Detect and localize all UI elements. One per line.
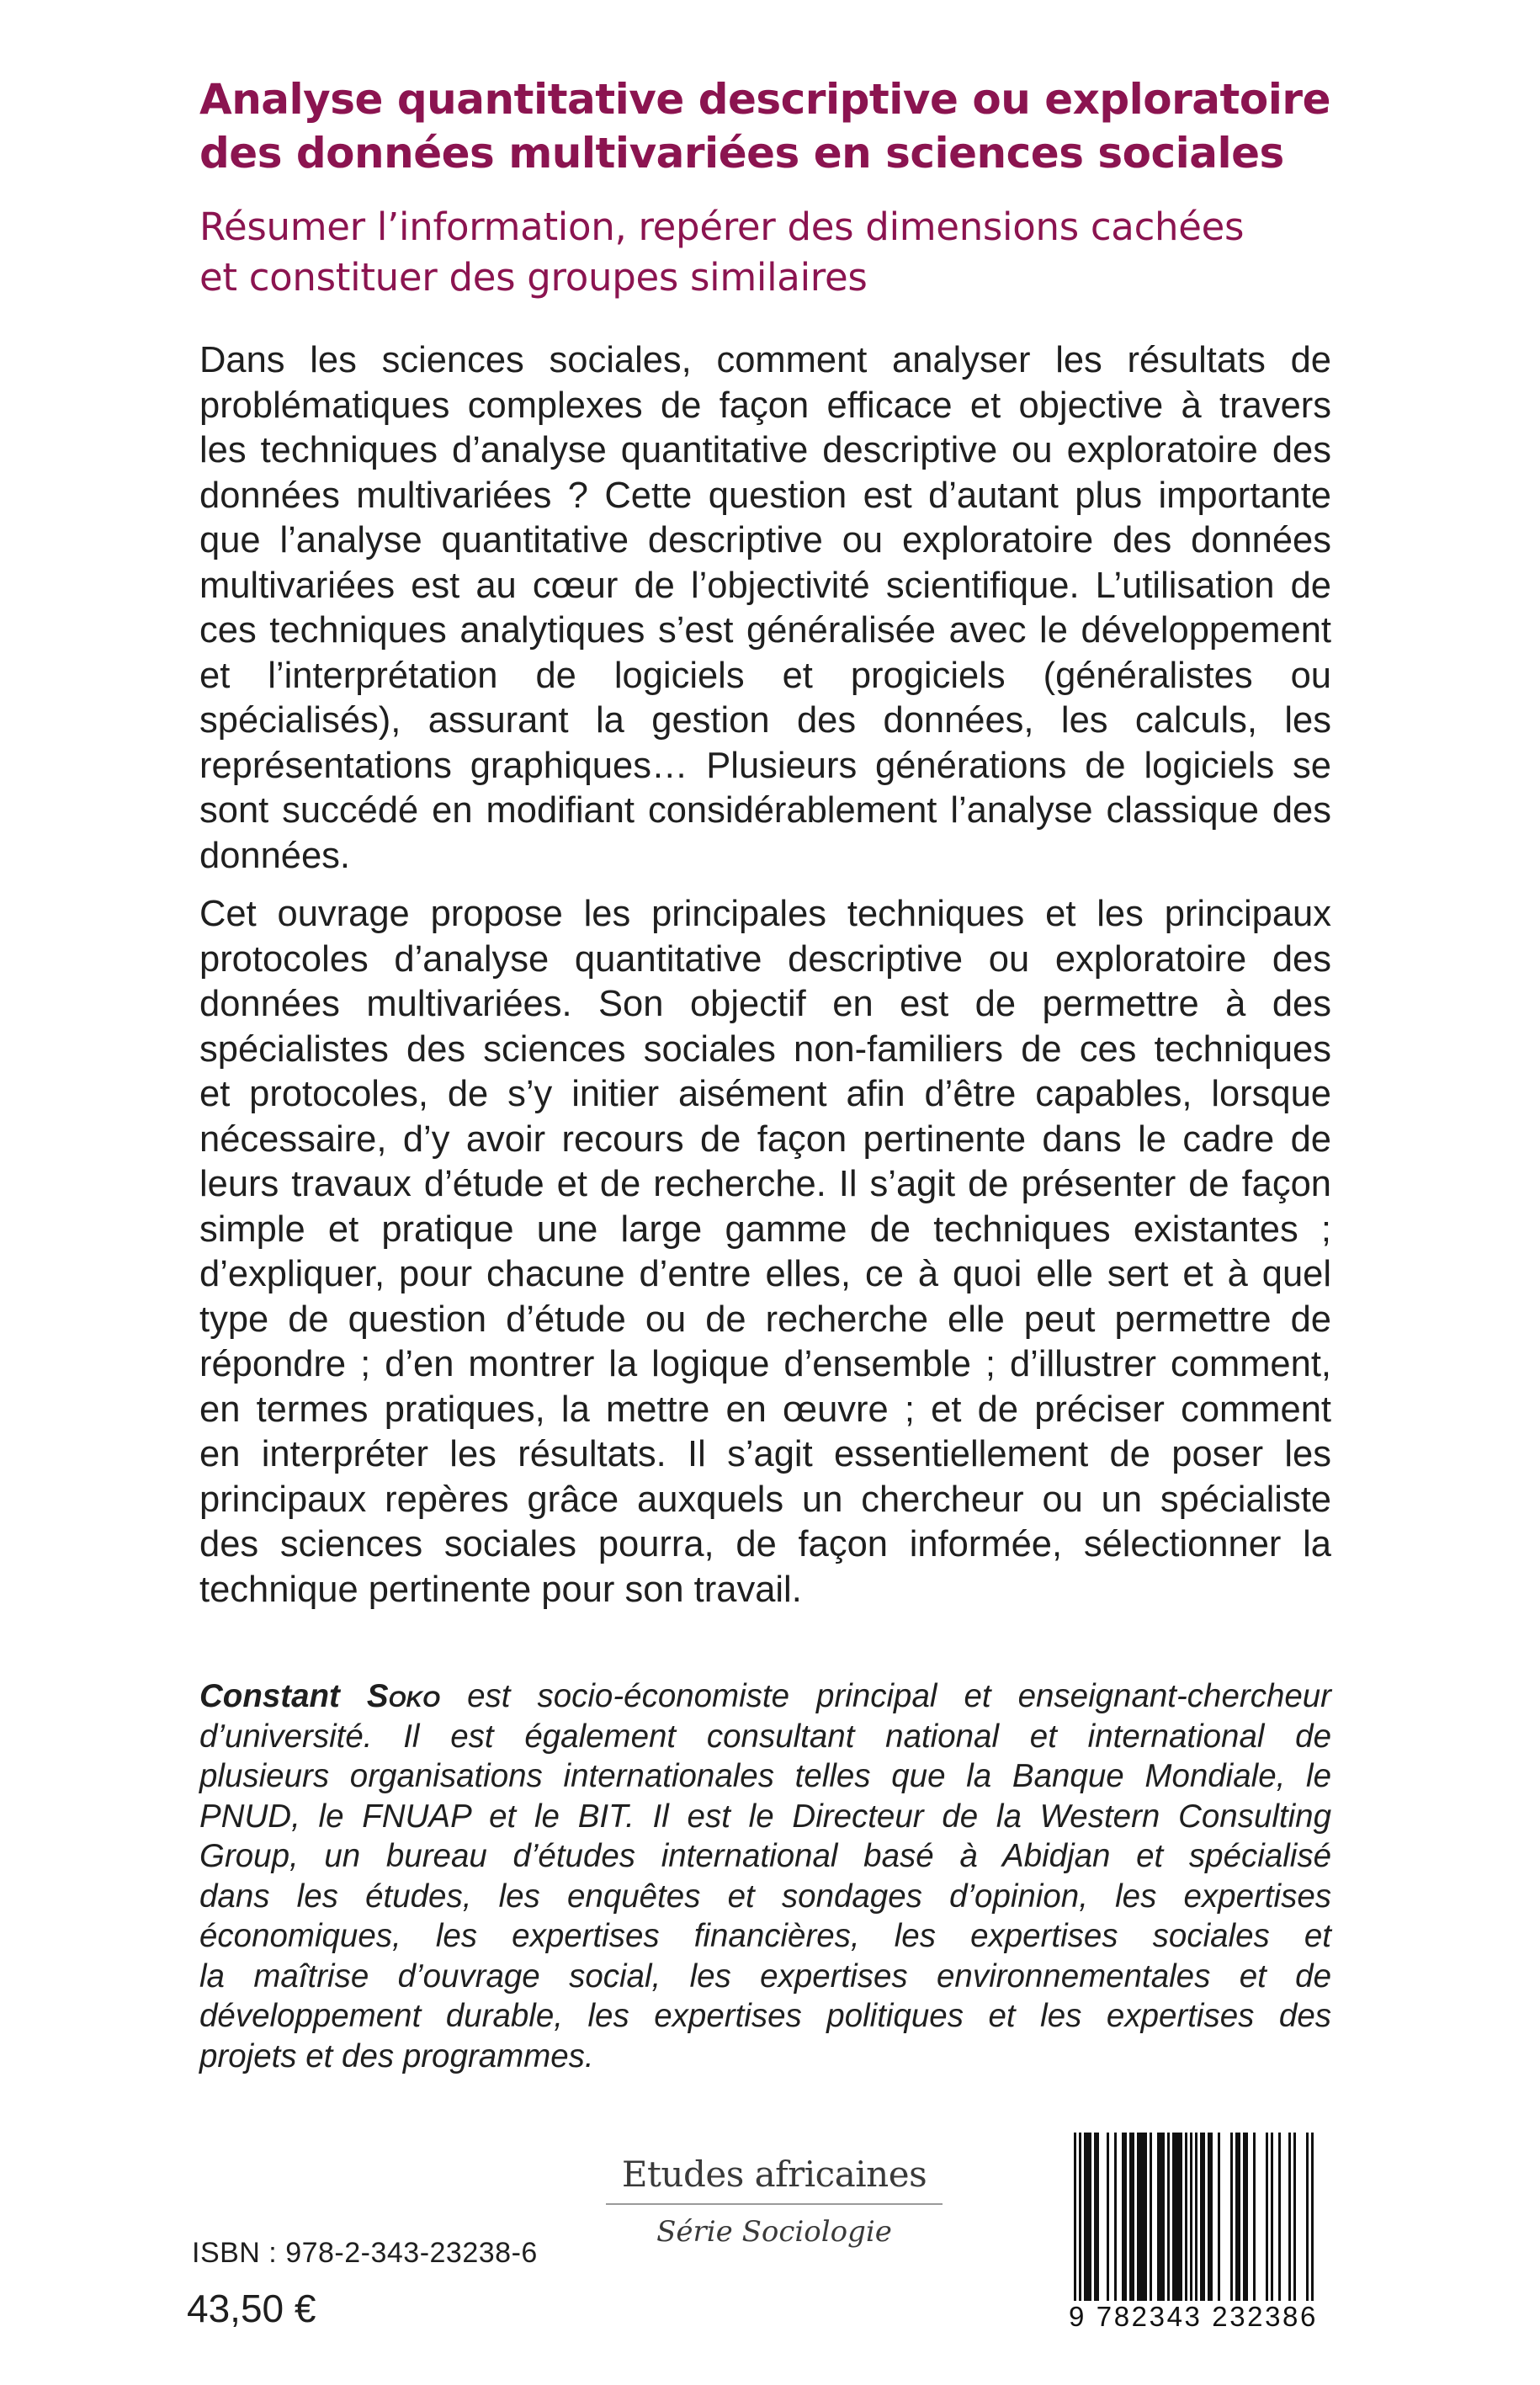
barcode-bar xyxy=(1139,2133,1142,2301)
text-line: Cet ouvrage propose les principales techniques et les principaux xyxy=(199,894,1331,934)
barcode-bar xyxy=(1180,2133,1182,2301)
text-line: problématiques complexes de façon efficace et objective à travers xyxy=(199,385,1331,426)
text-line: en interpréter les résultats. Il s’agit essentiellement de poser les xyxy=(199,1434,1331,1474)
text-line: d’expliquer, pour chacune d’entre elles, ce à quoi elle sert et à quel xyxy=(199,1254,1331,1294)
barcode-bar xyxy=(1238,2133,1240,2301)
barcode-bar xyxy=(1089,2133,1091,2301)
barcode-bar xyxy=(1245,2133,1248,2301)
barcode-bar xyxy=(1243,2133,1245,2301)
barcode-bar xyxy=(1114,2133,1117,2301)
barcode-bar xyxy=(1107,2133,1109,2301)
barcode-bar xyxy=(1074,2133,1076,2313)
text-line: les techniques d’analyse quantitative descriptive ou exploratoire des xyxy=(199,430,1331,470)
text-line: projets et des programmes. xyxy=(199,2037,594,2074)
barcode-bar xyxy=(1266,2133,1268,2301)
barcode-bar xyxy=(1203,2133,1205,2301)
text-line: spécialisés), assurant la gestion des données, les calculs, les xyxy=(199,700,1331,741)
price: 43,50 € xyxy=(187,2287,316,2330)
text-line: données. xyxy=(199,835,350,876)
text-line: type de question d’étude ou de recherche elle peut permettre de xyxy=(199,1299,1331,1340)
blurb-paragraph-1 xyxy=(199,338,1331,879)
text-line: développement durable, les expertises politiques et les expertises des xyxy=(199,1998,1331,2034)
barcode-bar xyxy=(1124,2133,1127,2301)
subseries-name: Série Sociologie xyxy=(656,2215,892,2249)
barcode-bar xyxy=(1144,2133,1147,2301)
subtitle-line: et constituer des groupes similaires xyxy=(199,255,868,300)
text-line: données multivariées. Son objectif en est de permettre à des xyxy=(199,984,1331,1024)
isbn: ISBN : 978-2-343-23238-6 xyxy=(192,2237,538,2269)
author-first-name: Constant xyxy=(199,1678,340,1714)
text-line: sont succédé en modifiant considérablement l’analyse classique des xyxy=(199,790,1331,831)
barcode-bar xyxy=(1235,2133,1238,2301)
barcode-bar xyxy=(1160,2133,1162,2301)
text-line: Dans les sciences sociales, comment analyser les résultats de xyxy=(199,340,1331,380)
text-line: protocoles d’analyse quantitative descriptive ou exploratoire des xyxy=(199,938,1331,980)
barcode-bar xyxy=(1084,2133,1086,2301)
barcode-bar xyxy=(1129,2133,1132,2301)
barcode-bar xyxy=(1177,2133,1180,2301)
barcode-bar xyxy=(1185,2133,1187,2301)
barcode-bar xyxy=(1157,2133,1160,2301)
text-line: nécessaire, d’y avoir recours de façon pertinente dans le cadre de xyxy=(199,1118,1331,1160)
title-line: des données multivariées en sciences sociales xyxy=(199,129,1284,178)
text-line: en termes pratiques, la mettre en œuvre ; et de préciser comment xyxy=(199,1389,1331,1430)
text-line: plusieurs organisations internationales telles que la Banque Mondiale, le xyxy=(199,1758,1331,1794)
bio-first-line-text: est socio-économiste principal et enseignant-chercheur xyxy=(467,1678,1331,1714)
barcode-bar xyxy=(1293,2133,1296,2301)
barcode-bar xyxy=(1218,2133,1220,2301)
barcode-bar xyxy=(1271,2133,1273,2301)
barcode-bar xyxy=(1172,2133,1175,2301)
series-divider xyxy=(606,2203,943,2205)
barcode-bar xyxy=(1079,2133,1081,2313)
text-line: que l’analyse quantitative descriptive ou exploratoire des données xyxy=(199,520,1331,560)
text-line: répondre ; d’en montrer la logique d’ensemble ; d’illustrer comment, xyxy=(199,1344,1331,1384)
barcode-bar xyxy=(1132,2133,1134,2301)
barcode-bar xyxy=(1167,2133,1170,2301)
barcode-bar xyxy=(1162,2133,1165,2301)
barcode-bar xyxy=(1306,2133,1309,2313)
text-line: d’université. Il est également consultant national et international de xyxy=(199,1718,1331,1755)
barcode-bar xyxy=(1278,2133,1281,2301)
barcode-bar xyxy=(1150,2133,1152,2301)
barcode-bar xyxy=(1137,2133,1139,2301)
barcode-bar xyxy=(1288,2133,1291,2301)
barcode-bar xyxy=(1190,2133,1192,2313)
text-line: et protocoles, de s’y initier aisément afin d’être capables, lorsque xyxy=(199,1074,1331,1114)
author-bio xyxy=(199,1676,1331,2076)
barcode-bar xyxy=(1086,2133,1089,2301)
book-subtitle xyxy=(199,202,1394,303)
barcode-bar xyxy=(1175,2133,1177,2301)
text-line: simple et pratique une large gamme de techniques existantes ; xyxy=(199,1208,1331,1250)
text-line: leurs travaux d’étude et de recherche. Il s’agit de présenter de façon xyxy=(199,1164,1331,1204)
bio-first-line xyxy=(199,1676,1331,1717)
text-line: la maîtrise d’ouvrage social, les expertises environnementales et de xyxy=(199,1957,1331,1995)
text-line: technique pertinente pour son travail. xyxy=(199,1569,802,1610)
text-line: Group, un bureau d’études international basé à Abidjan et spécialisé xyxy=(199,1838,1331,1874)
text-line: PNUD, le FNUAP et le BIT. Il est le Directeur de la Western Consulting xyxy=(199,1798,1331,1835)
barcode-bar xyxy=(1097,2133,1099,2301)
book-title xyxy=(199,72,1394,180)
barcode-bar xyxy=(1230,2133,1233,2301)
barcode-digits: 9 782343 232386 xyxy=(1062,2301,1325,2333)
barcode-bar xyxy=(1210,2133,1213,2301)
text-line: représentations graphiques… Plusieurs générations de logiciels se xyxy=(199,745,1331,786)
text-line: ces techniques analytiques s’est généralisée avec le développement xyxy=(199,610,1331,651)
series-block xyxy=(589,2153,959,2250)
barcode-bar xyxy=(1253,2133,1256,2301)
text-line: principaux repères grâce auxquels un chercheur ou un spécialiste xyxy=(199,1479,1331,1520)
subtitle-line: Résumer l’information, repérer des dimensions cachées xyxy=(199,205,1245,249)
barcode-bar xyxy=(1122,2133,1124,2301)
barcode-bar xyxy=(1142,2133,1144,2301)
text-line: économiques, les expertises financières, les expertises sociales et xyxy=(199,1918,1331,1954)
text-line: des sciences sociales pourra, de façon informée, sélectionner la xyxy=(199,1524,1331,1564)
text-line: multivariées est au cœur de l’objectivité scientifique. L’utilisation de xyxy=(199,565,1331,606)
barcode-bar xyxy=(1208,2133,1210,2301)
text-line: spécialistes des sciences sociales non-familiers de ces techniques xyxy=(199,1028,1331,1070)
text-line: données multivariées ? Cette question est d’autant plus importante xyxy=(199,475,1331,516)
author-last-name: Soko xyxy=(366,1678,441,1714)
barcode-bar xyxy=(1200,2133,1203,2301)
blurb-paragraph-2 xyxy=(199,892,1331,1612)
text-line: et l’interprétation de logiciels et progiciels (généralistes ou xyxy=(199,655,1331,696)
title-line: Analyse quantitative descriptive ou exploratoire xyxy=(199,75,1330,124)
text-line: dans les études, les enquêtes et sondages d’opinion, les expertises xyxy=(199,1878,1331,1915)
barcode-bar xyxy=(1311,2133,1314,2313)
barcode-bar xyxy=(1094,2133,1097,2301)
barcode-bar xyxy=(1195,2133,1197,2313)
series-name: Etudes africaines xyxy=(621,2154,927,2195)
